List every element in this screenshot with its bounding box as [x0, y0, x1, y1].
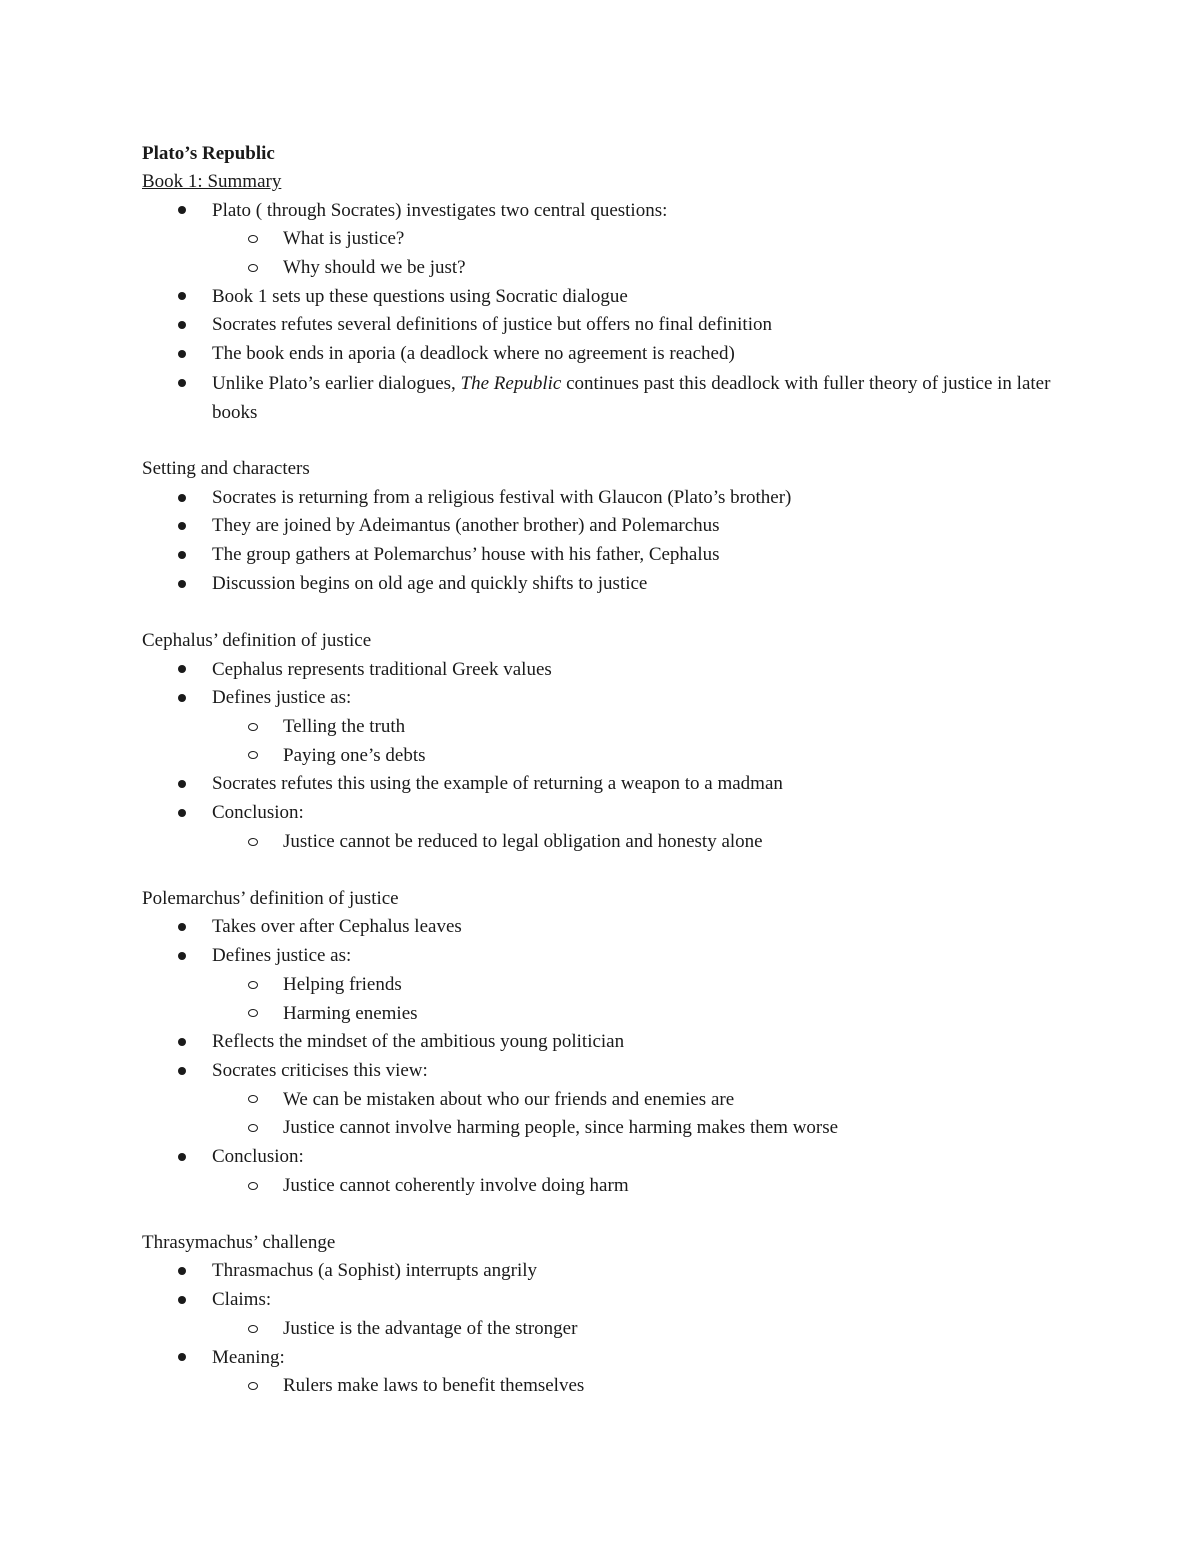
bullet-icon [178, 1257, 186, 1286]
list-item [142, 656, 1082, 685]
hollow-bullet-icon [248, 225, 258, 254]
bullet-icon [178, 656, 186, 685]
list-item-text: Socrates refutes several definitions of justice but offers no final definition [212, 314, 772, 336]
hollow-bullet-icon [248, 254, 258, 283]
bullet-icon [178, 340, 186, 369]
list-item [142, 1344, 1082, 1373]
sub-list-item [142, 828, 1082, 857]
list-item [142, 484, 1082, 513]
book-title-emphasis: The Republic [460, 372, 562, 394]
bullet-icon [178, 942, 186, 971]
list-item-text: Plato ( through Socrates) investigates two central questions: [212, 199, 668, 221]
hollow-bullet-icon [248, 1000, 258, 1029]
sub-list-item [142, 225, 1082, 254]
list-item [142, 1057, 1082, 1086]
bullet-icon [178, 684, 186, 713]
hollow-bullet-icon [248, 828, 258, 857]
list-item [142, 197, 1082, 226]
sub-list-item-text: Rulers make laws to benefit themselves [283, 1375, 585, 1397]
list-item [142, 1257, 1082, 1286]
sub-list-item-text: Justice cannot be reduced to legal obligation and honesty alone [283, 830, 763, 852]
list-item [142, 942, 1082, 971]
list-item [142, 1286, 1082, 1315]
sub-list-item [142, 254, 1082, 283]
list-item-text: Defines justice as: [212, 687, 352, 709]
bullet-icon [178, 1286, 186, 1315]
section-spacer [142, 427, 1082, 456]
list-item-text: The book ends in aporia (a deadlock where no agreement is reached) [212, 343, 735, 365]
list-item-text: Takes over after Cephalus leaves [212, 916, 462, 938]
bullet-icon [178, 913, 186, 942]
section-spacer [142, 1200, 1082, 1229]
section-heading-polemarchus: Polemarchus’ definition of justice [142, 887, 399, 909]
list-item-text: Conclusion: [212, 1146, 304, 1168]
bullet-icon [178, 1143, 186, 1172]
list-item [142, 283, 1082, 312]
sub-list-item-text: Helping friends [283, 973, 402, 995]
list-item [142, 369, 1082, 427]
sub-list-item-text: We can be mistaken about who our friends and enemies are [283, 1088, 735, 1110]
sub-list-item-text: Telling the truth [283, 715, 406, 737]
list-item-text: Socrates refutes this using the example of returning a weapon to a madman [212, 773, 783, 795]
hollow-bullet-icon [248, 1315, 258, 1344]
sub-list-item [142, 971, 1082, 1000]
sub-list-item [142, 1114, 1082, 1143]
list-item-text-prefix: Unlike Plato’s earlier dialogues, [212, 372, 461, 394]
bullet-icon [178, 1057, 186, 1086]
bullet-icon [178, 369, 186, 398]
list-item [142, 799, 1082, 828]
bullet-icon [178, 197, 186, 226]
list-item [142, 570, 1082, 599]
list-item [142, 541, 1082, 570]
bullet-icon [178, 570, 186, 599]
list-item-text: Book 1 sets up these questions using Socratic dialogue [212, 285, 628, 307]
sub-list-item-text: Why should we be just? [283, 256, 466, 278]
list-item-text: Meaning: [212, 1346, 285, 1368]
bullet-icon [178, 283, 186, 312]
section-heading-book1 [142, 168, 1082, 197]
section-heading-book1-text: Book 1: Summary [142, 171, 282, 192]
list-item-text: Socrates is returning from a religious festival with Glaucon (Plato’s brother) [212, 486, 792, 508]
bullet-icon [178, 799, 186, 828]
hollow-bullet-icon [248, 713, 258, 742]
list-item-text: Discussion begins on old age and quickly shifts to justice [212, 572, 648, 594]
list-item-text: They are joined by Adeimantus (another brother) and Polemarchus [212, 515, 720, 537]
hollow-bullet-icon [248, 1114, 258, 1143]
document-page [142, 140, 1082, 1401]
bullet-icon [178, 770, 186, 799]
list-item [142, 311, 1082, 340]
section-heading-cephalus: Cephalus’ definition of justice [142, 630, 372, 652]
sub-list-item [142, 713, 1082, 742]
sub-list-item [142, 1315, 1082, 1344]
list-item [142, 913, 1082, 942]
section-heading-thrasymachus: Thrasymachus’ challenge [142, 1231, 336, 1253]
list-item [142, 684, 1082, 713]
list-item-text: Reflects the mindset of the ambitious young politician [212, 1031, 625, 1053]
list-item-text: Socrates criticises this view: [212, 1059, 428, 1081]
list-item [142, 340, 1082, 369]
sub-list-item [142, 1372, 1082, 1401]
bullet-icon [178, 484, 186, 513]
list-item-text: Conclusion: [212, 802, 304, 824]
section-heading-setting: Setting and characters [142, 458, 310, 480]
sub-list-item [142, 742, 1082, 771]
bullet-icon [178, 1028, 186, 1057]
sub-list-item-text: Justice is the advantage of the stronger [283, 1317, 578, 1339]
sub-list-item-text: Harming enemies [283, 1002, 418, 1024]
sub-list-item [142, 1172, 1082, 1201]
sub-list-item-text: What is justice? [283, 228, 405, 250]
sub-list-item [142, 1000, 1082, 1029]
list-item [142, 1143, 1082, 1172]
list-item-text: Thrasmachus (a Sophist) interrupts angrily [212, 1260, 538, 1282]
bullet-icon [178, 541, 186, 570]
hollow-bullet-icon [248, 971, 258, 1000]
list-item-text-suffix: continues past this deadlock with fuller theory of justice in later books [212, 372, 1051, 423]
sub-list-item [142, 1086, 1082, 1115]
section-spacer [142, 856, 1082, 885]
list-item [142, 1028, 1082, 1057]
bullet-icon [178, 311, 186, 340]
section-spacer [142, 599, 1082, 628]
hollow-bullet-icon [248, 742, 258, 771]
sub-list-item-text: Paying one’s debts [283, 744, 426, 766]
list-item [142, 770, 1082, 799]
hollow-bullet-icon [248, 1372, 258, 1401]
list-item [142, 512, 1082, 541]
sub-list-item-text: Justice cannot involve harming people, since harming makes them worse [283, 1117, 839, 1139]
document-title: Plato’s Republic [142, 143, 275, 164]
list-item-text: Claims: [212, 1289, 272, 1311]
sub-list-item-text: Justice cannot coherently involve doing harm [283, 1174, 629, 1196]
list-item-text: Cephalus represents traditional Greek values [212, 658, 552, 680]
list-item-text: Defines justice as: [212, 945, 352, 967]
hollow-bullet-icon [248, 1172, 258, 1201]
bullet-icon [178, 512, 186, 541]
hollow-bullet-icon [248, 1086, 258, 1115]
bullet-icon [178, 1344, 186, 1373]
list-item-text: The group gathers at Polemarchus’ house with his father, Cephalus [212, 544, 720, 566]
